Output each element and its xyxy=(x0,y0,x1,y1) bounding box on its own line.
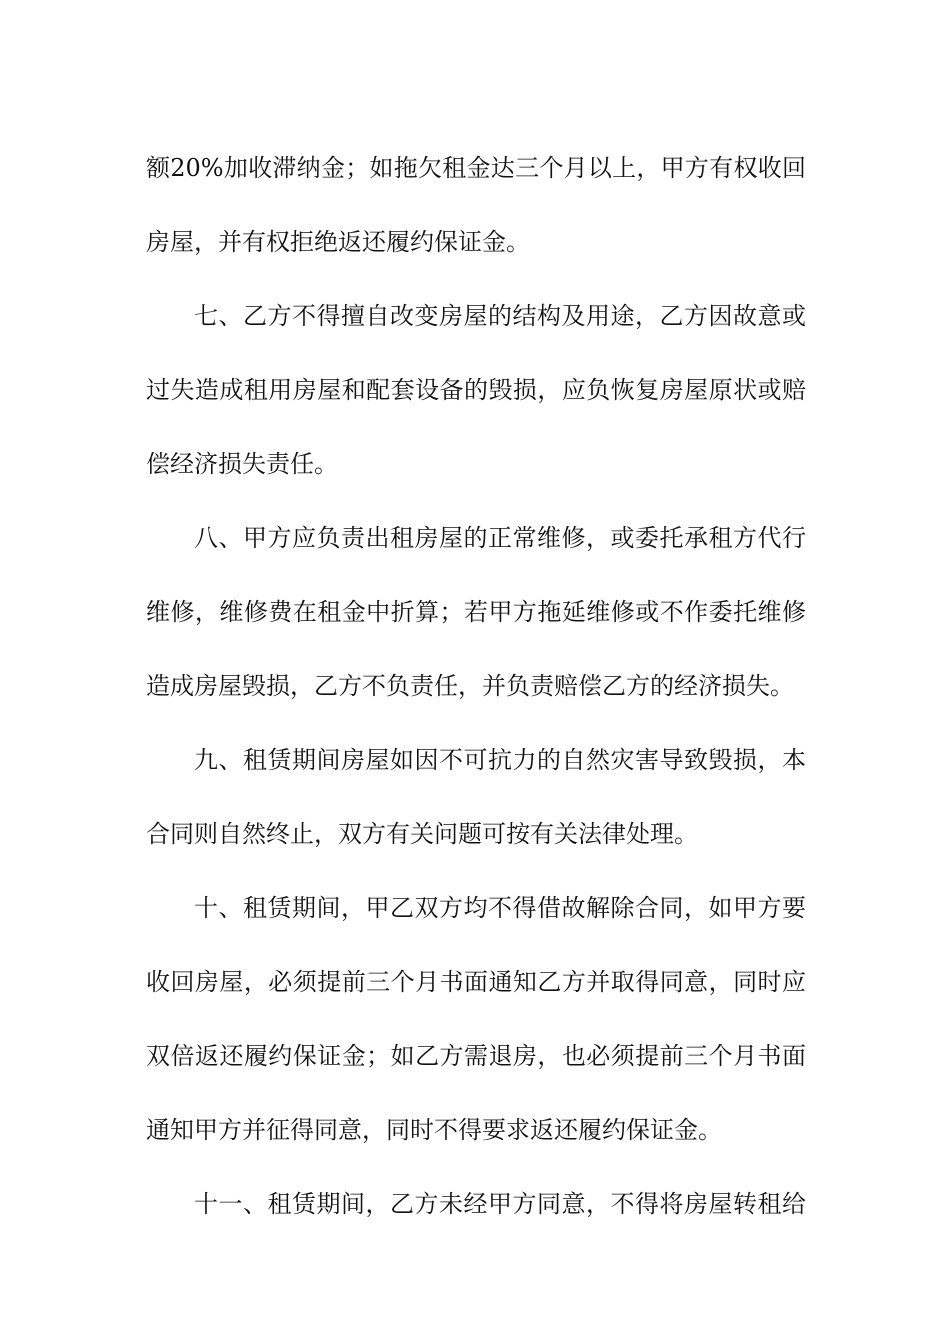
text-line: 合同则自然终止，双方有关问题可按有关法律处理。 xyxy=(146,820,698,848)
text-line: 八、甲方应负责出租房屋的正常维修，或委托承租方代行 xyxy=(194,524,806,552)
text-line: 造成房屋毁损，乙方不负责任，并负责赔偿乙方的经济损失。 xyxy=(146,672,794,700)
text-line: 九、租赁期间房屋如因不可抗力的自然灾害导致毁损，本 xyxy=(194,746,806,774)
text-line: 收回房屋，必须提前三个月书面通知乙方并取得同意，同时应 xyxy=(146,968,806,996)
text-line: 十、租赁期间，甲乙双方均不得借故解除合同，如甲方要 xyxy=(194,894,806,922)
text-line: 房屋，并有权拒绝返还履约保证金。 xyxy=(146,228,530,256)
text-line: 偿经济损失责任。 xyxy=(146,450,338,478)
text-line: 通知甲方并征得同意，同时不得要求返还履约保证金。 xyxy=(146,1116,722,1144)
text-line: 额20%加收滞纳金；如拖欠租金达三个月以上，甲方有权收回 xyxy=(146,154,806,182)
text-line: 十一、租赁期间，乙方未经甲方同意，不得将房屋转租给 xyxy=(194,1190,806,1218)
text-line: 七、乙方不得擅自改变房屋的结构及用途，乙方因故意或 xyxy=(194,302,806,330)
text-line: 过失造成租用房屋和配套设备的毁损，应负恢复房屋原状或赔 xyxy=(146,376,806,404)
text-line: 双倍返还履约保证金；如乙方需退房，也必须提前三个月书面 xyxy=(146,1042,806,1070)
text-line: 维修，维修费在租金中折算；若甲方拖延维修或不作委托维修 xyxy=(146,598,806,626)
contract-text-body xyxy=(146,131,806,1241)
